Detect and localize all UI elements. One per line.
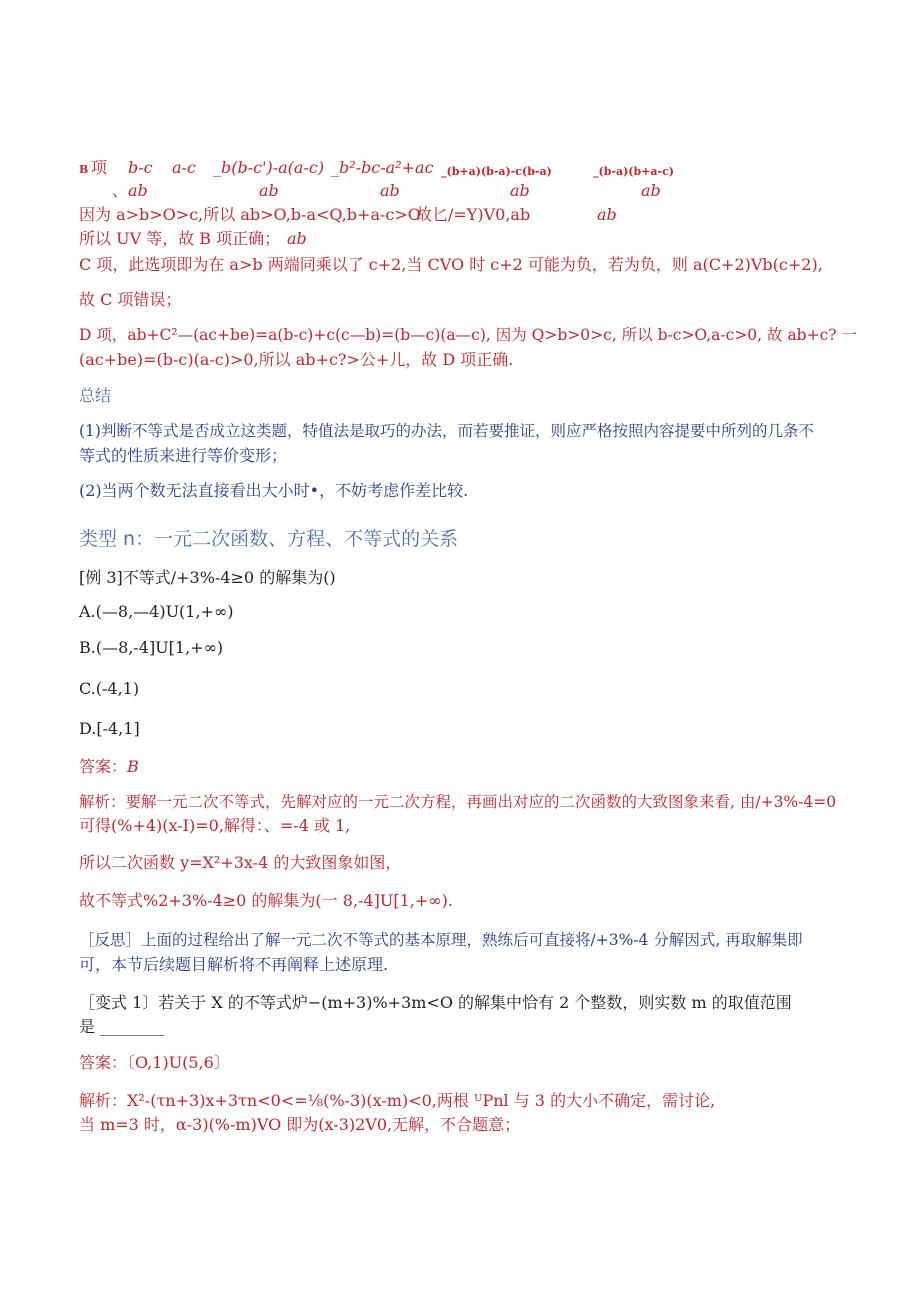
option-b-xiang: 项 (91, 158, 108, 177)
option-b-denominator-5: ab (641, 181, 661, 200)
option-d-line-2: (ac+be)=(b-c)(a-c)>0,所以 ab+c?>公+儿，故 D 项正确. (79, 350, 514, 369)
example-3-reflection-line-2: 可，本节后续题目解析将不再阐释上述原理. (79, 955, 389, 974)
option-b-lead: 、 (112, 181, 129, 200)
example-3-analysis-line-2: 可得(%+4)(x-I)=0,解得：、=-4 或 1, (79, 816, 351, 835)
option-b-conclusion-ab: ab (287, 229, 307, 248)
option-b-denominator-1: ab (128, 181, 148, 200)
example-3-option-c: C.(-4,1) (79, 679, 140, 698)
example-3-option-d: D.[-4,1] (79, 719, 140, 738)
option-b-term-3: _b(b-c')-a(a-c) (213, 158, 325, 177)
option-b-label: B (79, 163, 89, 176)
section-heading: 类型 n：一元二次函数、方程、不等式的关系 (79, 528, 459, 550)
example-3-answer (79, 757, 139, 777)
option-d-line-1: D 项，ab+C²—(ac+be)=a(b-c)+c(c—b)=(b—c)(a—c), 因为 Q>b>0>c, 所以 b-c>O,a-c>0, 故 ab+c? 一 (79, 326, 858, 344)
example-3-question: [例 3]不等式/+3%-4≥0 的解集为() (79, 568, 336, 587)
option-b-because: 因为 a>b>O>c,所以 ab>O,b-a<Q,b+a-c>O (79, 205, 421, 224)
variant-1-analysis-line-2: 当 m=3 时，α-3)(%-m)VO 即为(x-3)2V0,无解，不合题意； (79, 1115, 521, 1134)
option-b-term-6: _(b-a)(b+a-c) (593, 165, 675, 178)
example-3-analysis-line-4: 故不等式%2+3%-4≥0 的解集为(一 8,-4]U[1,+∞). (79, 891, 453, 910)
variant-1-question-line-2: 是 ________ (79, 1017, 165, 1036)
option-c-line-2: 故 C 项错误； (79, 290, 182, 309)
option-b-because-2: 故匕/=Y)V0,ab (416, 205, 531, 224)
summary-point-1-line-2: 等式的性质来进行等价变形； (79, 446, 288, 465)
example-3-option-a: A.(—8,—4)U(1,+∞) (79, 602, 234, 621)
option-b-term-5: _(b+a)(b-a)-c(b-a) (441, 165, 552, 178)
option-b-denominator-2: ab (259, 181, 279, 200)
variant-1-question-line-1: ［变式 1〕若关于 X 的不等式炉−(m+3)%+3m<O 的解集中恰有 2 个整数，则实数 m 的取值范围 (79, 993, 792, 1012)
summary-point-2: (2)当两个数无法直接看出大小时•，不妨考虑作差比较. (79, 481, 469, 500)
summary-title: 总结 (79, 386, 112, 405)
summary-point-1-line-1: (1)判断不等式是否成立这类题，特值法是取巧的办法，而若要推证，则应严格按照内容提要中所列的几条不 (79, 422, 814, 440)
example-3-reflection-line-1: ［反思］上面的过程给出了解一元二次不等式的基本原理，熟练后可直接将/+3%-4 分解因式, 再取解集即 (79, 931, 803, 949)
option-c-line-1: C 项，此选项即为在 a>b 两端同乘以了 c+2,当 CVO 时 c+2 可能为负，若为负，则 a(C+2)Vb(c+2), (79, 255, 823, 274)
example-3-option-b: B.(—8,-4]U[1,+∞) (79, 638, 224, 657)
option-b-term-2: a-c (172, 158, 196, 177)
option-b-conclusion: 所以 UV 等，故 B 项正确； (79, 229, 281, 248)
example-3-analysis-line-3: 所以二次函数 y=X²+3x-4 的大致图象如图， (79, 853, 402, 872)
option-b-term-4: _b²-bc-a²+ac (331, 158, 434, 177)
option-b-because-ab: ab (597, 205, 617, 224)
example-3-answer-label: 答案： (79, 757, 128, 776)
option-b-denominator-3: ab (380, 181, 400, 200)
example-3-analysis-line-1: 解析：要解一元二次不等式，先解对应的一元二次方程，再画出对应的二次函数的大致图象来看, 由/+3%-4=0 (79, 793, 837, 811)
example-3-answer-value: B (127, 757, 139, 776)
variant-1-analysis-line-1: 解析：X²-(τn+3)x+3τn<0<=⅛(%-3)(x-m)<0,两根 ᵁPnl 与 3 的大小不确定，需讨论, (79, 1091, 716, 1110)
variant-1-answer: 答案：〔O,1)U(5,6〕 (79, 1053, 230, 1072)
option-b-term-1: b-c (128, 158, 153, 177)
option-b-denominator-4: ab (510, 181, 530, 200)
